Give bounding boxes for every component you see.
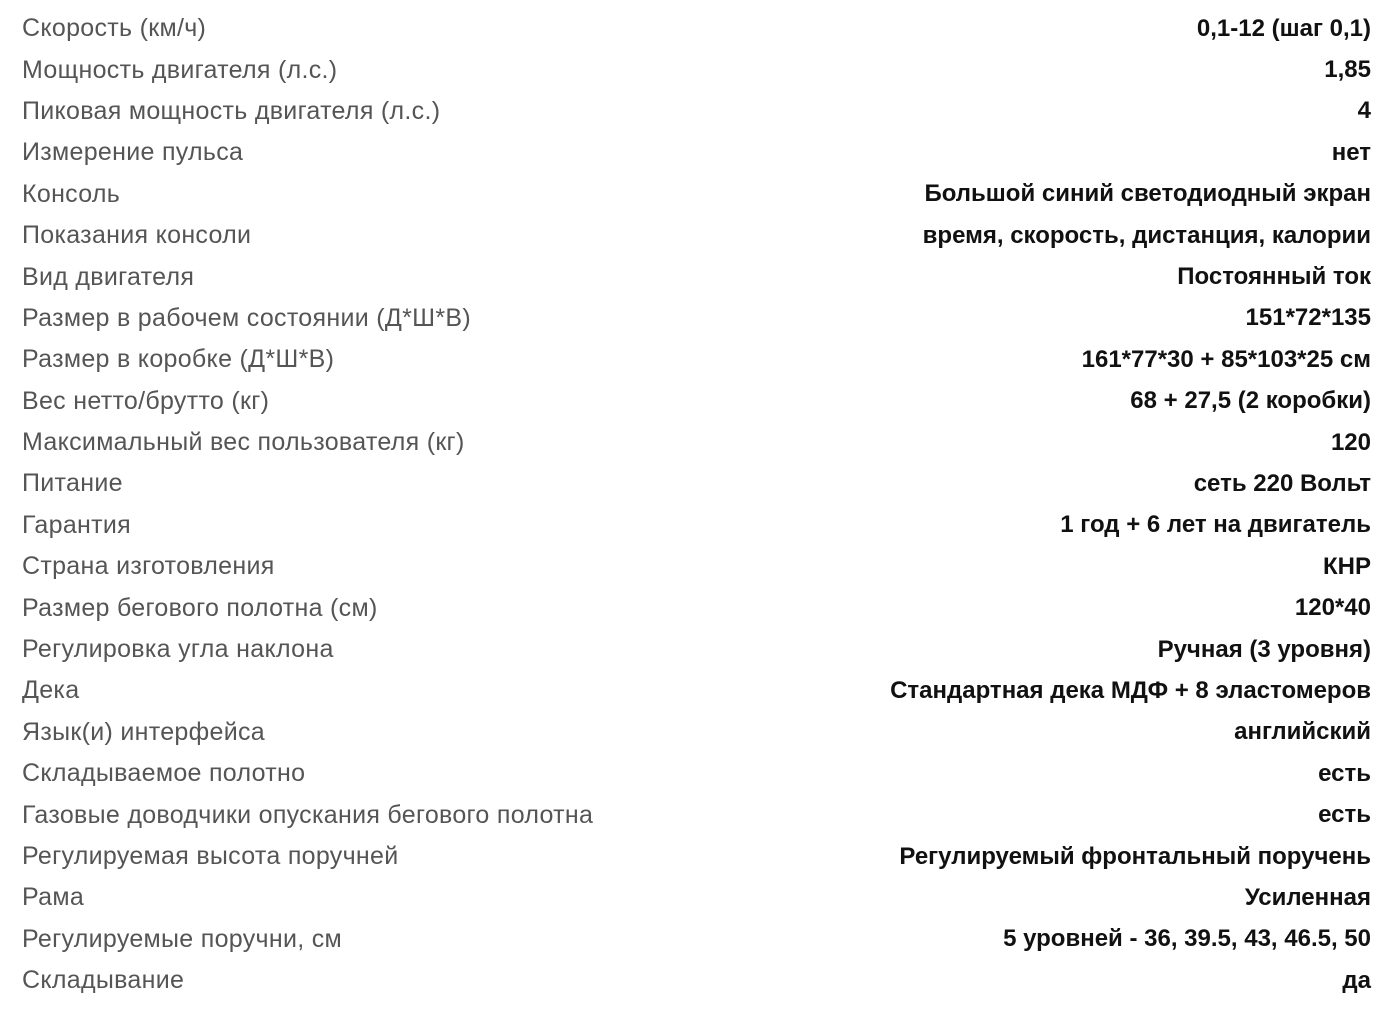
spec-row-motor-power bbox=[22, 49, 1371, 90]
spec-label: Измерение пульса bbox=[22, 138, 244, 167]
spec-row-folding bbox=[22, 960, 1371, 1001]
spec-row-console bbox=[22, 174, 1371, 215]
spec-table bbox=[22, 8, 1371, 1001]
spec-label: Рама bbox=[22, 883, 85, 912]
spec-row-belt-size bbox=[22, 587, 1371, 628]
spec-value: да bbox=[1342, 966, 1371, 994]
spec-label: Вес нетто/брутто (кг) bbox=[22, 386, 270, 415]
spec-label: Газовые доводчики опускания бегового полотна bbox=[22, 800, 594, 829]
spec-value: Большой синий светодиодный экран bbox=[924, 180, 1371, 208]
spec-row-warranty bbox=[22, 505, 1371, 546]
spec-label: Пиковая мощность двигателя (л.с.) bbox=[22, 96, 441, 125]
spec-row-weight bbox=[22, 381, 1371, 422]
spec-row-interface-language bbox=[22, 712, 1371, 753]
spec-row-adjustable-handrails bbox=[22, 919, 1371, 960]
spec-value: Ручная (3 уровня) bbox=[1157, 635, 1371, 663]
spec-value: время, скорость, дистанция, калории bbox=[922, 221, 1371, 249]
spec-row-max-user-weight bbox=[22, 422, 1371, 463]
spec-value: 0,1-12 (шаг 0,1) bbox=[1196, 14, 1371, 42]
spec-row-working-size bbox=[22, 298, 1371, 339]
spec-row-foldable-belt bbox=[22, 753, 1371, 794]
spec-label: Регулируемые поручни, см bbox=[22, 924, 342, 953]
spec-label: Размер в рабочем состоянии (Д*Ш*В) bbox=[22, 303, 471, 332]
spec-value: Постоянный ток bbox=[1177, 263, 1371, 291]
spec-row-peak-power bbox=[22, 91, 1371, 132]
spec-value: 120 bbox=[1330, 428, 1371, 456]
spec-row-pulse bbox=[22, 132, 1371, 173]
spec-value: Регулируемый фронтальный поручень bbox=[899, 842, 1371, 870]
spec-label: Складывание bbox=[22, 966, 185, 995]
spec-label: Размер в коробке (Д*Ш*В) bbox=[22, 345, 335, 374]
spec-label: Складываемое полотно bbox=[22, 759, 306, 788]
spec-value: 4 bbox=[1357, 97, 1371, 125]
spec-row-frame bbox=[22, 877, 1371, 918]
spec-row-box-size bbox=[22, 339, 1371, 380]
spec-label: Вид двигателя bbox=[22, 262, 195, 291]
spec-value: есть bbox=[1318, 759, 1371, 787]
spec-row-country bbox=[22, 546, 1371, 587]
spec-label: Регулируемая высота поручней bbox=[22, 842, 399, 870]
spec-label: Язык(и) интерфейса bbox=[22, 717, 265, 746]
spec-value: КНР bbox=[1323, 552, 1371, 580]
spec-value: 151*72*135 bbox=[1245, 304, 1371, 332]
spec-row-console-readings bbox=[22, 215, 1371, 256]
spec-value: 5 уровней - 36, 39.5, 43, 46.5, 50 bbox=[1003, 925, 1371, 953]
spec-row-power-supply bbox=[22, 463, 1371, 504]
spec-label: Максимальный вес пользователя (кг) bbox=[22, 428, 465, 457]
spec-label: Питание bbox=[22, 469, 123, 498]
spec-value: английский bbox=[1234, 718, 1371, 746]
spec-row-incline bbox=[22, 629, 1371, 670]
spec-value: 68 + 27,5 (2 коробки) bbox=[1130, 387, 1371, 415]
spec-value: Усиленная bbox=[1244, 883, 1371, 911]
spec-row-gas-closers bbox=[22, 794, 1371, 835]
spec-value: Стандартная дека МДФ + 8 эластомеров bbox=[890, 676, 1371, 704]
spec-value: нет bbox=[1331, 138, 1371, 166]
spec-value: 161*77*30 + 85*103*25 см bbox=[1081, 345, 1371, 373]
spec-row-deck bbox=[22, 670, 1371, 711]
spec-value: есть bbox=[1318, 801, 1371, 829]
spec-label: Страна изготовления bbox=[22, 552, 275, 581]
spec-label: Размер бегового полотна (см) bbox=[22, 593, 378, 622]
spec-row-speed bbox=[22, 8, 1371, 49]
spec-value: 1 год + 6 лет на двигатель bbox=[1060, 511, 1371, 539]
spec-label: Гарантия bbox=[22, 510, 132, 539]
spec-label: Регулировка угла наклона bbox=[22, 635, 334, 664]
spec-label: Консоль bbox=[22, 179, 121, 208]
spec-value: сеть 220 Вольт bbox=[1193, 469, 1371, 497]
spec-label: Показания консоли bbox=[22, 221, 252, 250]
spec-row-handrail-height bbox=[22, 836, 1371, 877]
spec-value: 1,85 bbox=[1324, 56, 1371, 84]
spec-label: Мощность двигателя (л.с.) bbox=[22, 55, 338, 84]
spec-row-motor-type bbox=[22, 256, 1371, 297]
spec-value: 120*40 bbox=[1294, 594, 1371, 622]
spec-label: Скорость (км/ч) bbox=[22, 14, 207, 43]
spec-label: Дека bbox=[22, 676, 80, 705]
